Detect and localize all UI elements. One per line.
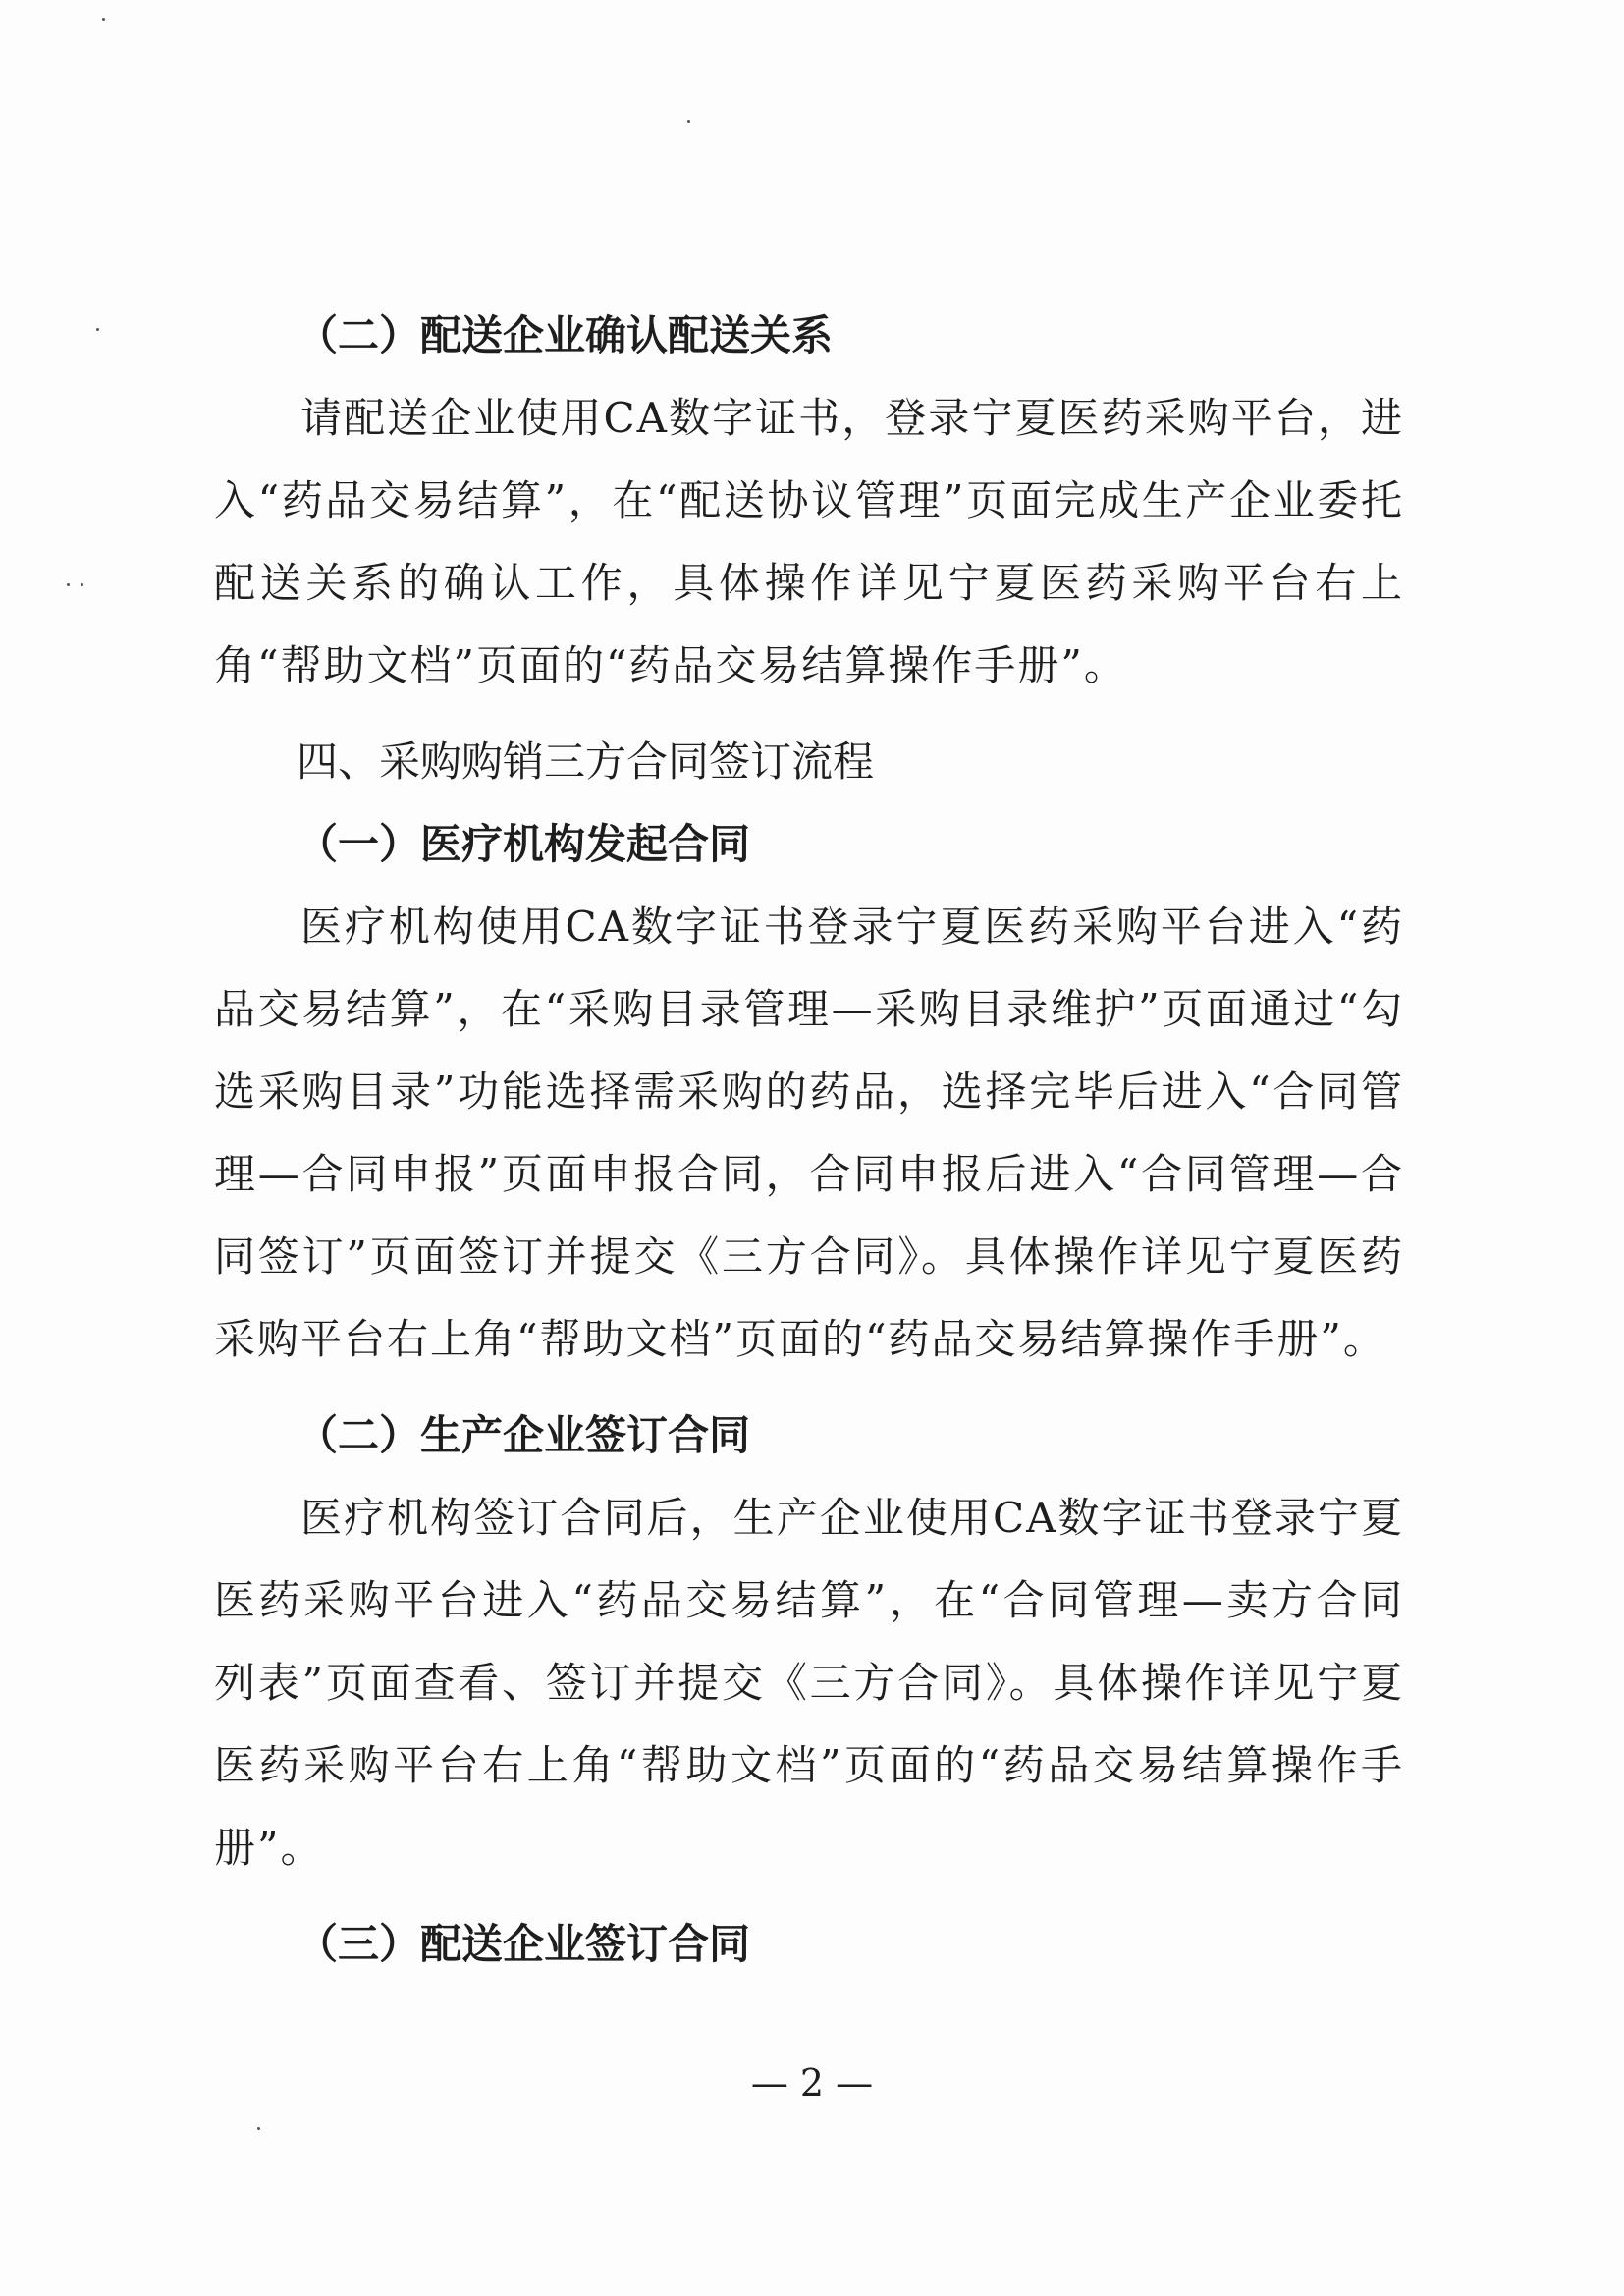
scan-speck bbox=[67, 583, 70, 586]
document-body bbox=[214, 295, 1404, 1986]
scan-speck bbox=[257, 2127, 260, 2130]
section-heading: （二）生产企业签订合同 bbox=[297, 1411, 751, 1459]
chapter-heading: 四、采购购销三方合同签订流程 bbox=[297, 738, 875, 786]
scan-speck bbox=[96, 328, 99, 331]
section-paragraph: 请配送企业使用CA数字证书，登录宁夏医药采购平台，进入“药品交易结算”，在“配送协议管理”页面完成生产企业委托配送关系的确认工作，具体操作详见宁夏医药采购平台右上角“帮助文档”页面的“药品交易结算操作手册”。 bbox=[214, 394, 1404, 689]
section-heading: （一）医疗机构发起合同 bbox=[297, 820, 751, 868]
page-number: — 2 — bbox=[750, 2061, 874, 2105]
section-heading: （三）配送企业签订合同 bbox=[297, 1920, 751, 1968]
section-paragraph: 医疗机构签订合同后，生产企业使用CA数字证书登录宁夏医药采购平台进入“药品交易结算”，在“合同管理—卖方合同列表”页面查看、签订并提交《三方合同》。具体操作详见宁夏医药采购平台右上角“帮助文档”页面的“药品交易结算操作手册”。 bbox=[214, 1494, 1404, 1872]
section-heading: （二）配送企业确认配送关系 bbox=[297, 311, 834, 359]
scan-speck bbox=[687, 120, 690, 123]
scan-speck bbox=[81, 583, 83, 586]
section-paragraph: 医疗机构使用CA数字证书登录宁夏医药采购平台进入“药品交易结算”，在“采购目录管理—采购目录维护”页面通过“勾选采购目录”功能选择需采购的药品，选择完毕后进入“合同管理—合同申报”页面申报合同，合同申报后进入“合同管理—合同签订”页面签订并提交《三方合同》。具体操作详见宁夏医药采购平台右上角“帮助文档”页面的“药品交易结算操作手册”。 bbox=[214, 902, 1404, 1363]
scan-speck bbox=[102, 18, 105, 21]
